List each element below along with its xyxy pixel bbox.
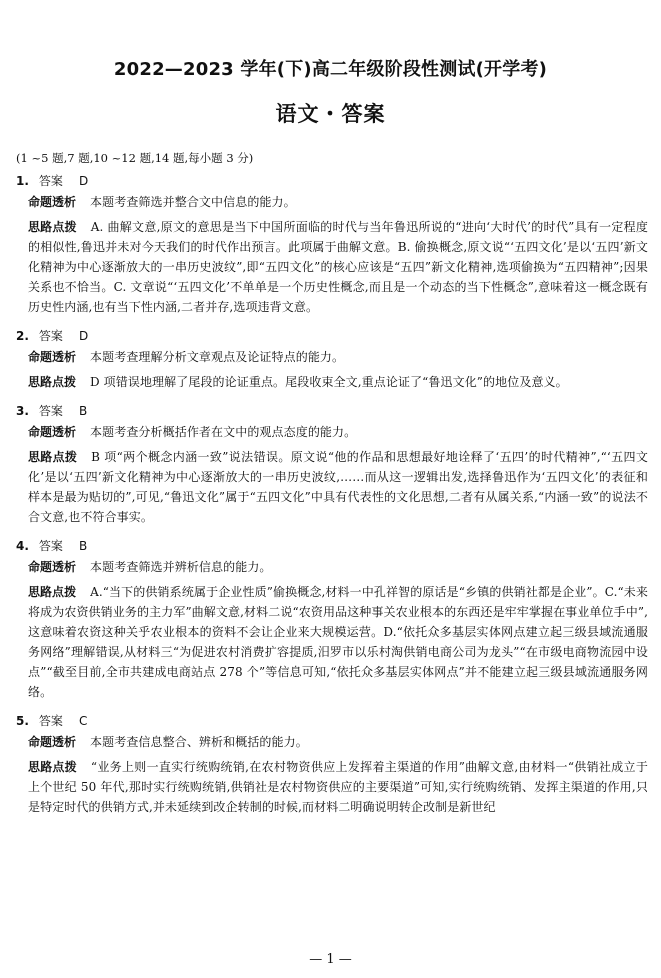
hint-label: 思路点拨 [28, 375, 77, 389]
hint-text: A.“当下的供销系统属于企业性质”偷换概念,材料一中孔祥智的原话是“乡镇的供销社都是企业”。C.“未来将成为农资供销业务的主力军”曲解文意,材料二说“农资用品这种事关农业根本的东西还是牢牢掌握在事业单位手中”,这意味着农资这种关乎农业根本的资料不会让企业来大规模运营。D.“依托众多基层实体网点建立起三级县域流通服务网络”理解错误,从材料三“为促进农村消费扩容提质,汨罗市以乐村淘供销电商公司为龙头”“在市级电商物流园中设点”“截至目前,全市共建成电商站点 278 个”等信息可知,“依托众多基层实体网点”并不能建立起三级县域流通服务网络。 [28, 585, 648, 699]
hint-row [16, 372, 648, 392]
analysis-text: 本题考查筛选并辨析信息的能力。 [90, 560, 272, 574]
answer-letter: D [78, 329, 89, 343]
answer-letter: C [78, 714, 88, 728]
question-3 [16, 401, 648, 527]
analysis-text: 本题考查分析概括作者在文中的观点态度的能力。 [90, 425, 357, 439]
analysis-row [16, 422, 648, 444]
analysis-label: 命题透析 [28, 735, 77, 749]
analysis-label: 命题透析 [28, 560, 77, 574]
question-header [16, 401, 648, 422]
page-title: 2022—2023 学年(下)高二年级阶段性测试(开学考) [113, 59, 548, 80]
analysis-label: 命题透析 [28, 195, 77, 209]
analysis-row [16, 557, 648, 579]
analysis-text: 本题考查信息整合、辨析和概括的能力。 [90, 735, 308, 749]
hint-text: A. 曲解文意,原文的意思是当下中国所面临的时代与当年鲁迅所说的“进向‘大时代’的时代”具有一定程度的相似性,鲁迅并未对今天我们的时代作出预言。此项属于曲解文意。B. 偷换概念,原文说“‘五四文化’是以‘五四’新文化精神为中心逐渐放大的一串历史波纹”,即“五四文化”的核心应该是“五四”新文化精神,选项偷换为“五四精神”;因果关系也不恰当。C. 文章说“‘五四文化’不单单是一个历史性概念,而且是一个动态的当下性概念”,意味着这一概念既有历史性内涵,也有当下性内涵,二者并存,选项违背文意。 [28, 220, 648, 314]
question-number: 4. [16, 539, 29, 553]
question-4 [16, 536, 648, 702]
question-header [16, 536, 648, 557]
hint-row [16, 582, 648, 702]
answer-label: 答案 [38, 714, 63, 728]
question-1 [16, 171, 648, 317]
hint-row [16, 447, 648, 527]
question-header [16, 326, 648, 347]
page-subtitle: 语文・答案 [275, 102, 386, 126]
question-5 [16, 711, 648, 817]
hint-label: 思路点拨 [28, 585, 77, 599]
page-number: — 1 — [309, 952, 352, 967]
hint-text: D 项错误地理解了尾段的论证重点。尾段收束全文,重点论证了“鲁迅文化”的地位及意义。 [90, 375, 568, 389]
answer-content [16, 148, 648, 820]
answer-label: 答案 [38, 404, 63, 418]
answer-letter: B [78, 539, 88, 553]
analysis-row [16, 192, 648, 214]
hint-label: 思路点拨 [28, 220, 77, 234]
analysis-row [16, 732, 648, 754]
hint-row [16, 757, 648, 817]
question-number: 2. [16, 329, 29, 343]
analysis-label: 命题透析 [28, 425, 77, 439]
hint-row [16, 217, 648, 317]
hint-label: 思路点拨 [28, 450, 78, 464]
hint-text: “业务上则一直实行统购统销,在农村物资供应上发挥着主渠道的作用”曲解文意,由材料一“供销社成立于上个世纪 50 年代,那时实行统购统销,供销社是农村物资供应的主要渠道”可知,实行统购统销、发挥主渠道的作用,只是特定时代的供销方式,并未延续到改企转制的时候,而材料二明确说明转企改制是新世纪 [28, 760, 648, 814]
analysis-label: 命题透析 [28, 350, 77, 364]
analysis-text: 本题考查筛选并整合文中信息的能力。 [90, 195, 296, 209]
answer-letter: D [78, 174, 89, 188]
question-number: 1. [16, 174, 29, 188]
hint-text: B 项“两个概念内涵一致”说法错误。原文说“他的作品和思想最好地诠释了‘五四’的时代精神”,“‘五四文化’是以‘五四’新文化精神为中心逐渐放大的一串历史波纹,……而从这一逻辑出发,选择鲁迅作为‘五四文化’的表征和样本是最为贴切的”,可见,“鲁迅文化”属于“五四文化”中具有代表性的文化思想,二者有从属关系,“内涵一致”的说法不合文意,也不符合事实。 [28, 450, 648, 524]
analysis-text: 本题考查理解分析文章观点及论证特点的能力。 [90, 350, 345, 364]
hint-label: 思路点拨 [28, 760, 77, 774]
question-2 [16, 326, 648, 392]
analysis-row [16, 347, 648, 369]
answer-label: 答案 [38, 174, 63, 188]
scoring-note: (1 ~5 题,7 题,10 ~12 题,14 题,每小题 3 分) [16, 151, 254, 165]
answer-label: 答案 [38, 539, 63, 553]
question-number: 3. [16, 404, 29, 418]
question-header [16, 711, 648, 732]
answer-letter: B [78, 404, 88, 418]
question-number: 5. [16, 714, 29, 728]
answer-label: 答案 [38, 329, 63, 343]
question-header [16, 171, 648, 192]
